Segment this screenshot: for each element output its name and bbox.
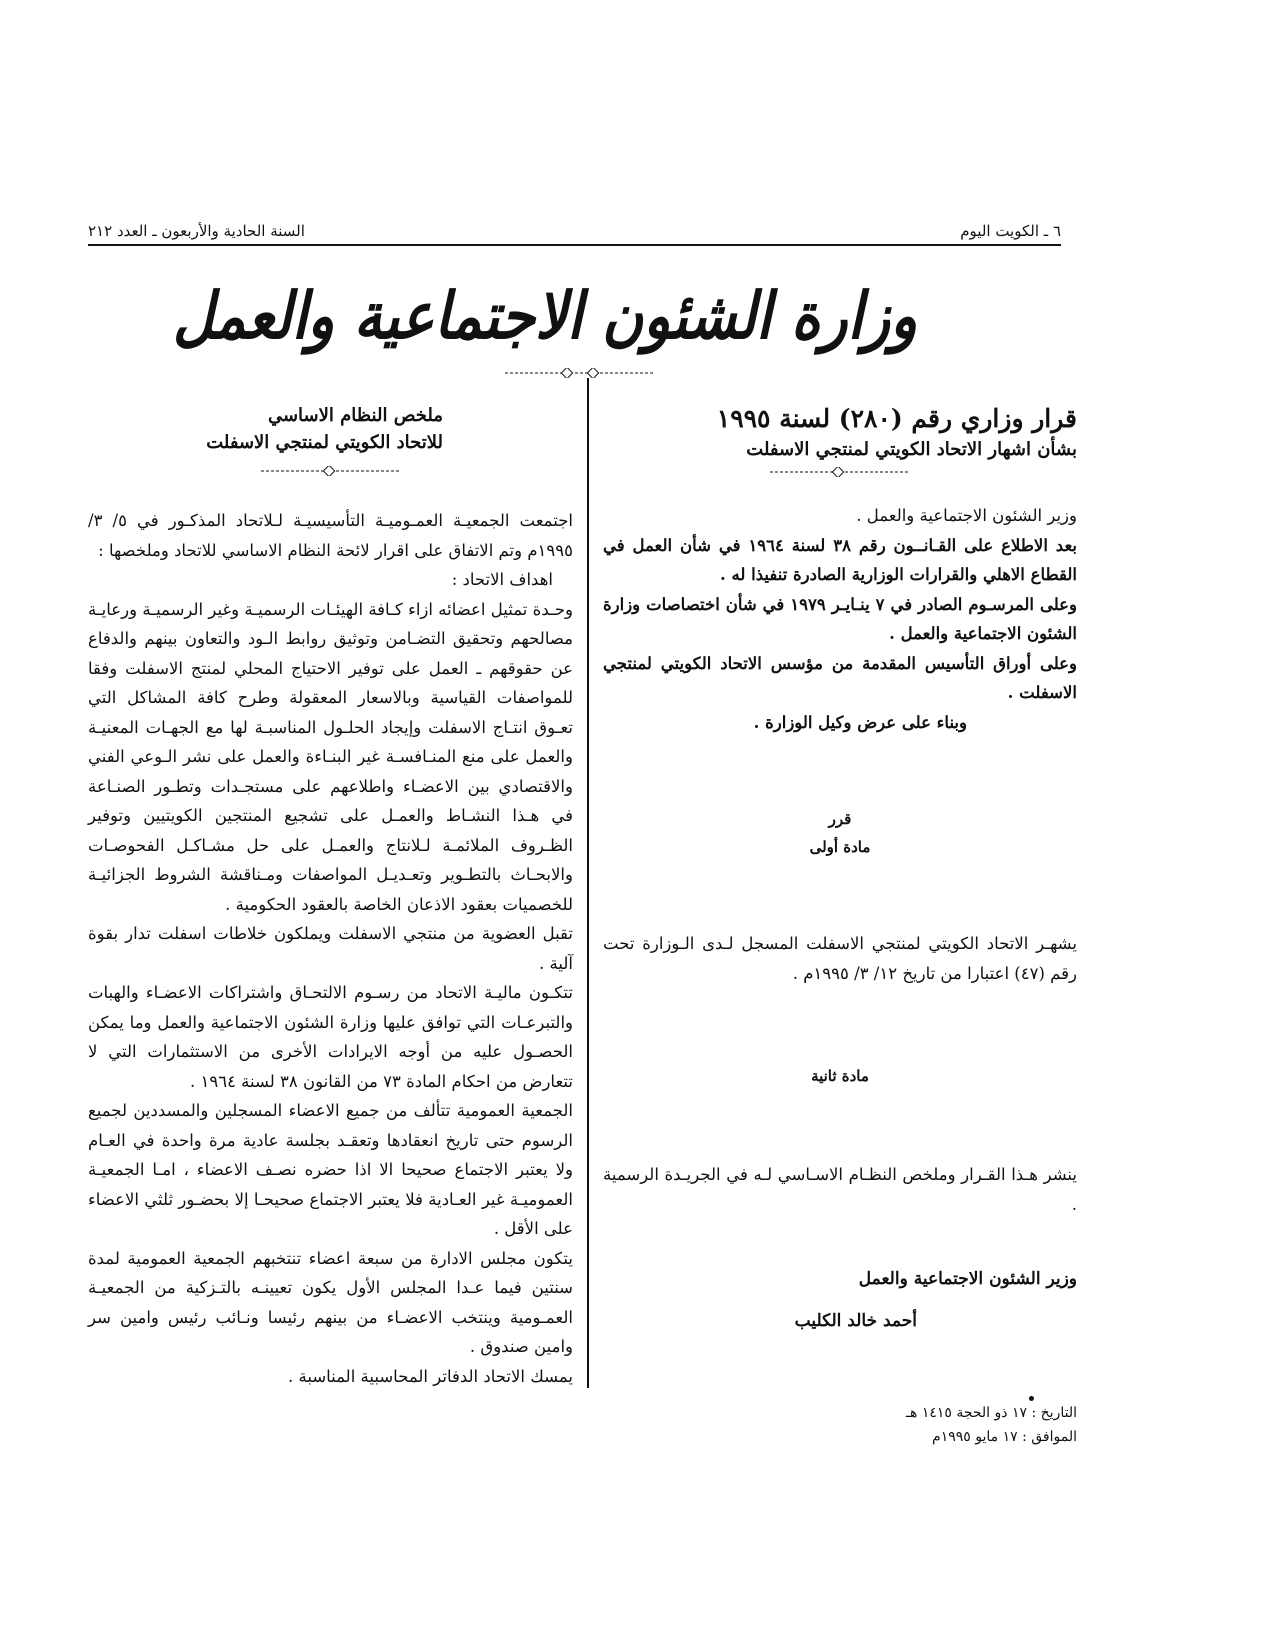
summary-paragraph: يتكون مجلس الادارة من سبعة اعضاء تنتخبهم الجمعية العمومية لمدة سنتين فيما عـدا المجلس الأول يكون تعيينـه بالتـزكية من الجمعيـة العمـومية وينتخب الاعضـاء من بينهم رئيسا ونـائب رئيس وامين سر وامين صندوق . bbox=[88, 1248, 573, 1356]
article-1-text: يشهـر الاتحاد الكويتي لمنتجي الاسفلت المسجل لـدى الـوزارة تحت رقم (٤٧) اعتبارا من تاريخ ١٢/ ٣/ ١٩٩٥م . bbox=[603, 934, 1077, 983]
ornament-divider-icon bbox=[261, 466, 401, 476]
summary-title: ملخص النظام الاساسي bbox=[267, 405, 443, 426]
signatory-name: أحمد خالد الكليب bbox=[794, 1311, 917, 1331]
decision-title: قرار وزاري رقم (٢٨٠) لسنة ١٩٩٥ bbox=[716, 404, 1077, 433]
ministry-banner: وزارة الشئون الاجتماعية والعمل bbox=[172, 278, 918, 354]
summary-paragraph: تقبل العضوية من منتجي الاسفلت ويملكون خلاطات اسفلت تدار بقوة آلية . bbox=[88, 924, 573, 973]
decision-dates bbox=[603, 1401, 1077, 1449]
article-2-heading: مادة ثانية bbox=[811, 1067, 869, 1085]
preamble-line: بعد الاطلاع على القـانــون رقم ٣٨ لسنة ١٩٦٤ في شأن العمل في القطاع الاهلي والقرارات الوزارية الصادرة تنفيذا له . bbox=[603, 535, 1078, 584]
column-divider bbox=[587, 378, 589, 1388]
summary-paragraph: اهداف الاتحاد : bbox=[451, 570, 553, 589]
decision-subtitle: بشأن اشهار الاتحاد الكويتي لمنتجي الاسفلت bbox=[746, 439, 1077, 460]
running-header bbox=[88, 222, 1061, 246]
summary-paragraph: تتكـون ماليـة الاتحاد من رسـوم الالتحـاق واشتراكات الاعضـاء والهبات والتبرعـات التي توافق عليها وزارة الشئون الاجتماعية والعمل وما يمكن الحصـول عليه من أوجه الايرادات الأخرى من الاستثمارات التي لا تتعارض من احكام المادة ٧٣ من القانون ٣٨ لسنة ١٩٦٤ . bbox=[88, 983, 573, 1091]
decided-heading: قرر bbox=[828, 810, 852, 828]
ornament-divider-icon bbox=[770, 467, 910, 477]
decision-column bbox=[603, 402, 1077, 1449]
page-dot bbox=[1029, 1396, 1034, 1401]
summary-paragraph: يمسك الاتحاد الدفاتر المحاسبية المناسبة . bbox=[288, 1366, 573, 1386]
summary-column bbox=[88, 402, 573, 1391]
article-1-heading: مادة أولى bbox=[809, 838, 871, 856]
summary-paragraph: اجتمعت الجمعيـة العمـوميـة التأسيسيـة لـلاتحاد المذكـور في ٥/ ٣/ ١٩٩٥م وتم الاتفاق على اقرار لائحة النظام الاساسي للاتحاد وملخصها : bbox=[88, 511, 573, 560]
issue-label: السنة الحادية والأربعون ـ العدد ٢١٢ bbox=[88, 222, 305, 240]
preamble-line: وبناء على عرض وكيل الوزارة . bbox=[753, 712, 967, 732]
preamble-line: وعلى المرسـوم الصادر في ٧ ينـايـر ١٩٧٩ في شأن اختصاصات وزارة الشئون الاجتماعية والعمل . bbox=[603, 594, 1077, 643]
article-2-text: ينشر هـذا القـرار وملخص النظـام الاسـاسي لـه في الجريـدة الرسمية . bbox=[603, 1165, 1077, 1214]
summary-paragraph: وحـدة تمثيل اعضائه ازاء كـافة الهيئـات الرسميـة وغير الرسميـة ورعايـة مصالحهم وتحقيق التضـامن وتوثيق روابط الـود والتعاون بينهم والدفاع عن حقوقهم ـ العمل على توفير الاحتياج المحلي لمنتج الاسفلت وفقا للمواصفات القياسية وبالاسعار المعقولة وطرح كافة المشاكل التي تعـوق انتـاج الاسفلت وإيجاد الحلـول المناسبـة لها مع الجهـات المعنيـة والعمل على منع المنـافسـة غير البنـاءة والعمل على نشر الـوعي الفني والاقتصادي بين الاعضـاء واطلاعهم على مستجـدات وتطـور الصنـاعة في هـذا النشـاط والعمـل على تشجيع المنتجين الكويتيين وتوفير الظـروف الملائمـة لـلانتاج والعمـل على حل مشـاكـل الفحوصـات والابحـاث بالتطـوير وتعـديـل المواصفات ومـناقشة الشروط الجزائيـة للخصميات بعقود الاذعان الخاصة بالعقود الحكومية . bbox=[88, 599, 573, 914]
date-hijri: التاريخ : ١٧ ذو الحجة ١٤١٥ هـ bbox=[905, 1405, 1077, 1421]
ornament-divider-icon bbox=[505, 368, 655, 378]
summary-subtitle: للاتحاد الكويتي لمنتجي الاسفلت bbox=[206, 432, 443, 453]
page-label: ٦ ـ الكويت اليوم bbox=[960, 222, 1061, 240]
date-gregorian: الموافق : ١٧ مايو ١٩٩٥م bbox=[932, 1429, 1077, 1445]
preamble-line: وعلى أوراق التأسيس المقدمة من مؤسس الاتحاد الكويتي لمنتجي الاسفلت . bbox=[603, 653, 1077, 702]
preamble-line: وزير الشئون الاجتماعية والعمل . bbox=[856, 506, 1077, 525]
summary-paragraph: الجمعية العمومية تتألف من جميع الاعضاء المسجلين والمسددين لجميع الرسوم حتى تاريخ انعقادها وتعقـد بجلسة عادية مرة واحدة في العـام ولا يعتبر الاجتماع صحيحا الا اذا حضره نصـف الاعضاء ، امـا الجمعيـة العموميـة غير العـادية فلا يعتبر الاجتماع صحيحـا إلا بحضـور ثلثي الاعضاء على الأقل . bbox=[88, 1101, 573, 1238]
signatory-title: وزير الشئون الاجتماعية والعمل bbox=[858, 1269, 1077, 1289]
